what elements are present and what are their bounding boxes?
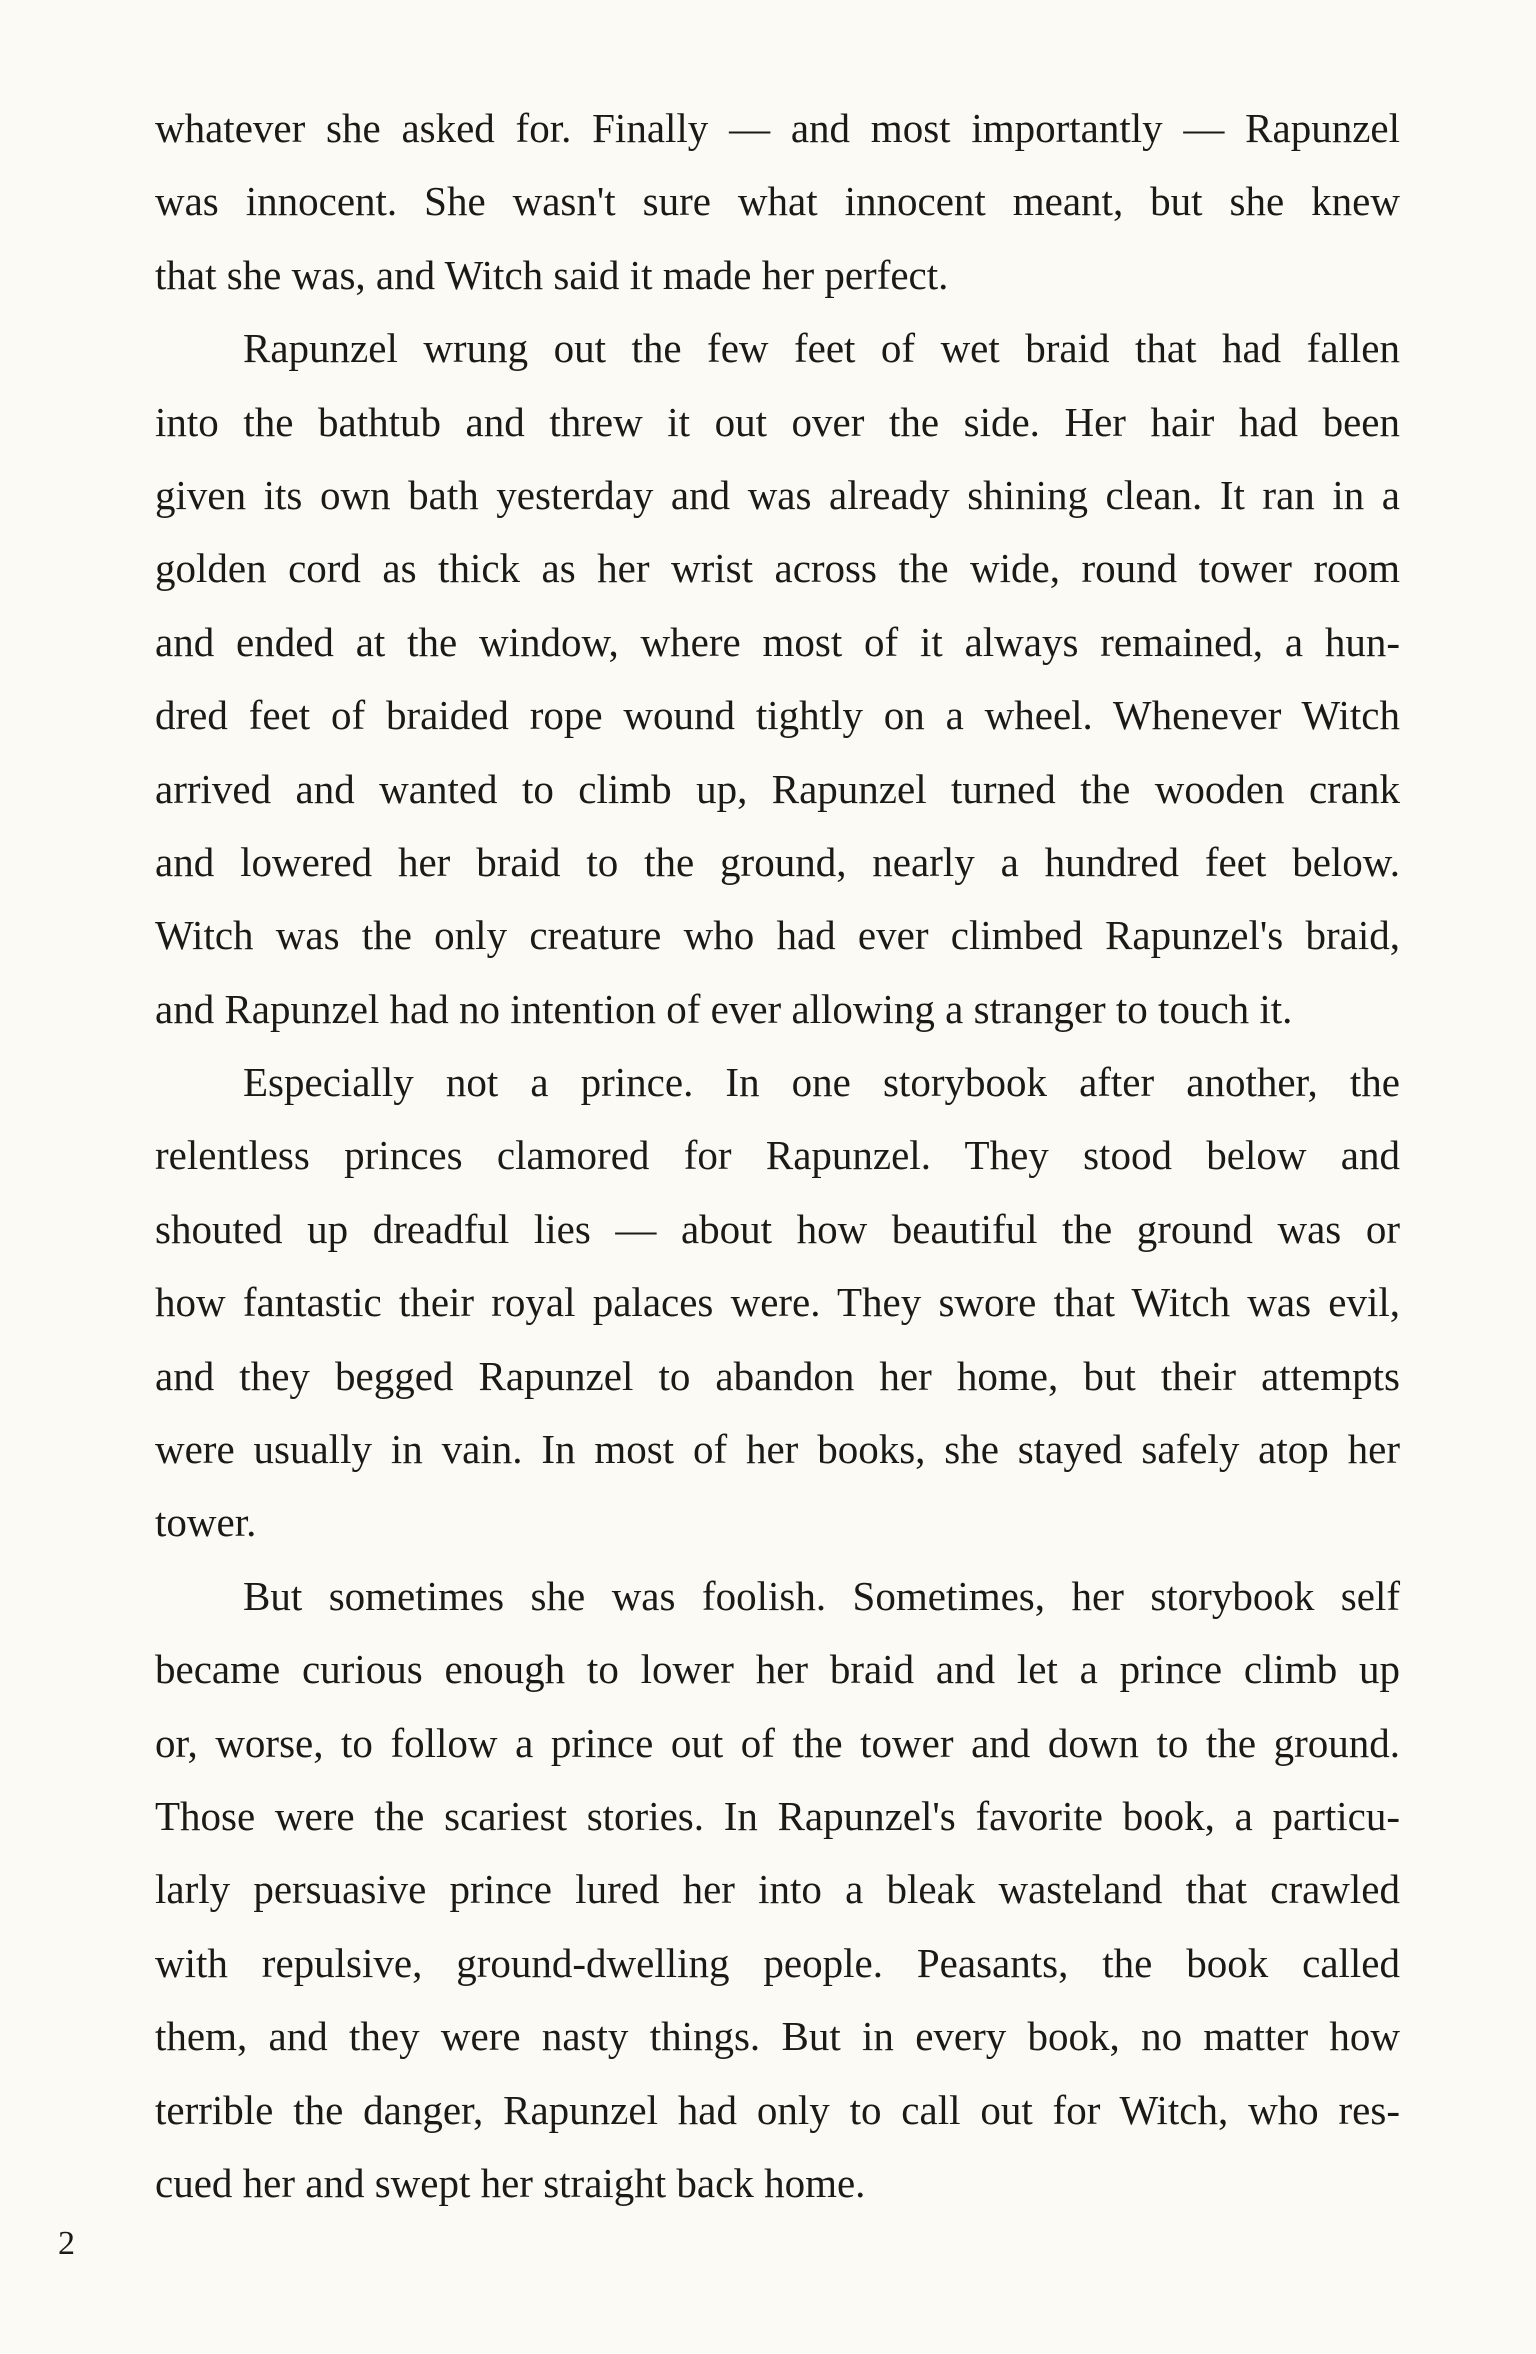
text-line: larly persuasive prince lured her into a bleak wasteland that crawled [155, 1866, 1400, 1913]
text-line: cued her and swept her straight back home. [155, 2159, 866, 2206]
text-line: and they begged Rapunzel to abandon her home, but their attempts [155, 1352, 1400, 1399]
text-line: Witch was the only creature who had ever climbed Rapunzel's braid, [155, 912, 1400, 959]
text-line: shouted up dreadful lies — about how beautiful the ground was or [155, 1205, 1400, 1252]
text-line: or, worse, to follow a prince out of the tower and down to the ground. [155, 1719, 1400, 1766]
text-line: given its own bath yesterday and was already shining clean. It ran in a [155, 471, 1400, 518]
text-line: terrible the danger, Rapunzel had only to call out for Witch, who res- [155, 2086, 1400, 2133]
text-line: Especially not a prince. In one storybook after another, the [243, 1059, 1400, 1106]
text-line: with repulsive, ground-dwelling people. Peasants, the book called [155, 1939, 1400, 1986]
text-line: and Rapunzel had no intention of ever allowing a stranger to touch it. [155, 985, 1293, 1032]
page-number: 2 [58, 2225, 75, 2262]
text-line: and ended at the window, where most of it always remained, a hun- [155, 618, 1400, 665]
text-line: whatever she asked for. Finally — and most importantly — Rapunzel [155, 105, 1400, 151]
text-line: But sometimes she was foolish. Sometimes, her storybook self [243, 1572, 1400, 1619]
text-line: Rapunzel wrung out the few feet of wet braid that had fallen [243, 325, 1400, 372]
text-line: Those were the scariest stories. In Rapunzel's favorite book, a particu- [155, 1792, 1400, 1839]
text-line: how fantastic their royal palaces were. They swore that Witch was evil, [155, 1279, 1400, 1326]
text-line: dred feet of braided rope wound tightly on a wheel. Whenever Witch [155, 692, 1400, 739]
text-line: tower. [155, 1499, 257, 1546]
text-line: them, and they were nasty things. But in every book, no matter how [155, 2013, 1400, 2060]
body-text [155, 92, 1400, 2220]
text-line: were usually in vain. In most of her books, she stayed safely atop her [155, 1426, 1400, 1473]
text-line: that she was, and Witch said it made her perfect. [155, 251, 949, 298]
text-line: golden cord as thick as her wrist across the wide, round tower room [155, 545, 1400, 592]
text-line: into the bathtub and threw it out over the side. Her hair had been [155, 398, 1400, 445]
text-line: arrived and wanted to climb up, Rapunzel turned the wooden crank [155, 765, 1400, 812]
text-line: became curious enough to lower her braid and let a prince climb up [155, 1646, 1400, 1693]
text-line: relentless princes clamored for Rapunzel. They stood below and [155, 1132, 1400, 1179]
text-line: was innocent. She wasn't sure what innocent meant, but she knew [155, 178, 1400, 225]
text-line: and lowered her braid to the ground, nearly a hundred feet below. [155, 838, 1400, 885]
